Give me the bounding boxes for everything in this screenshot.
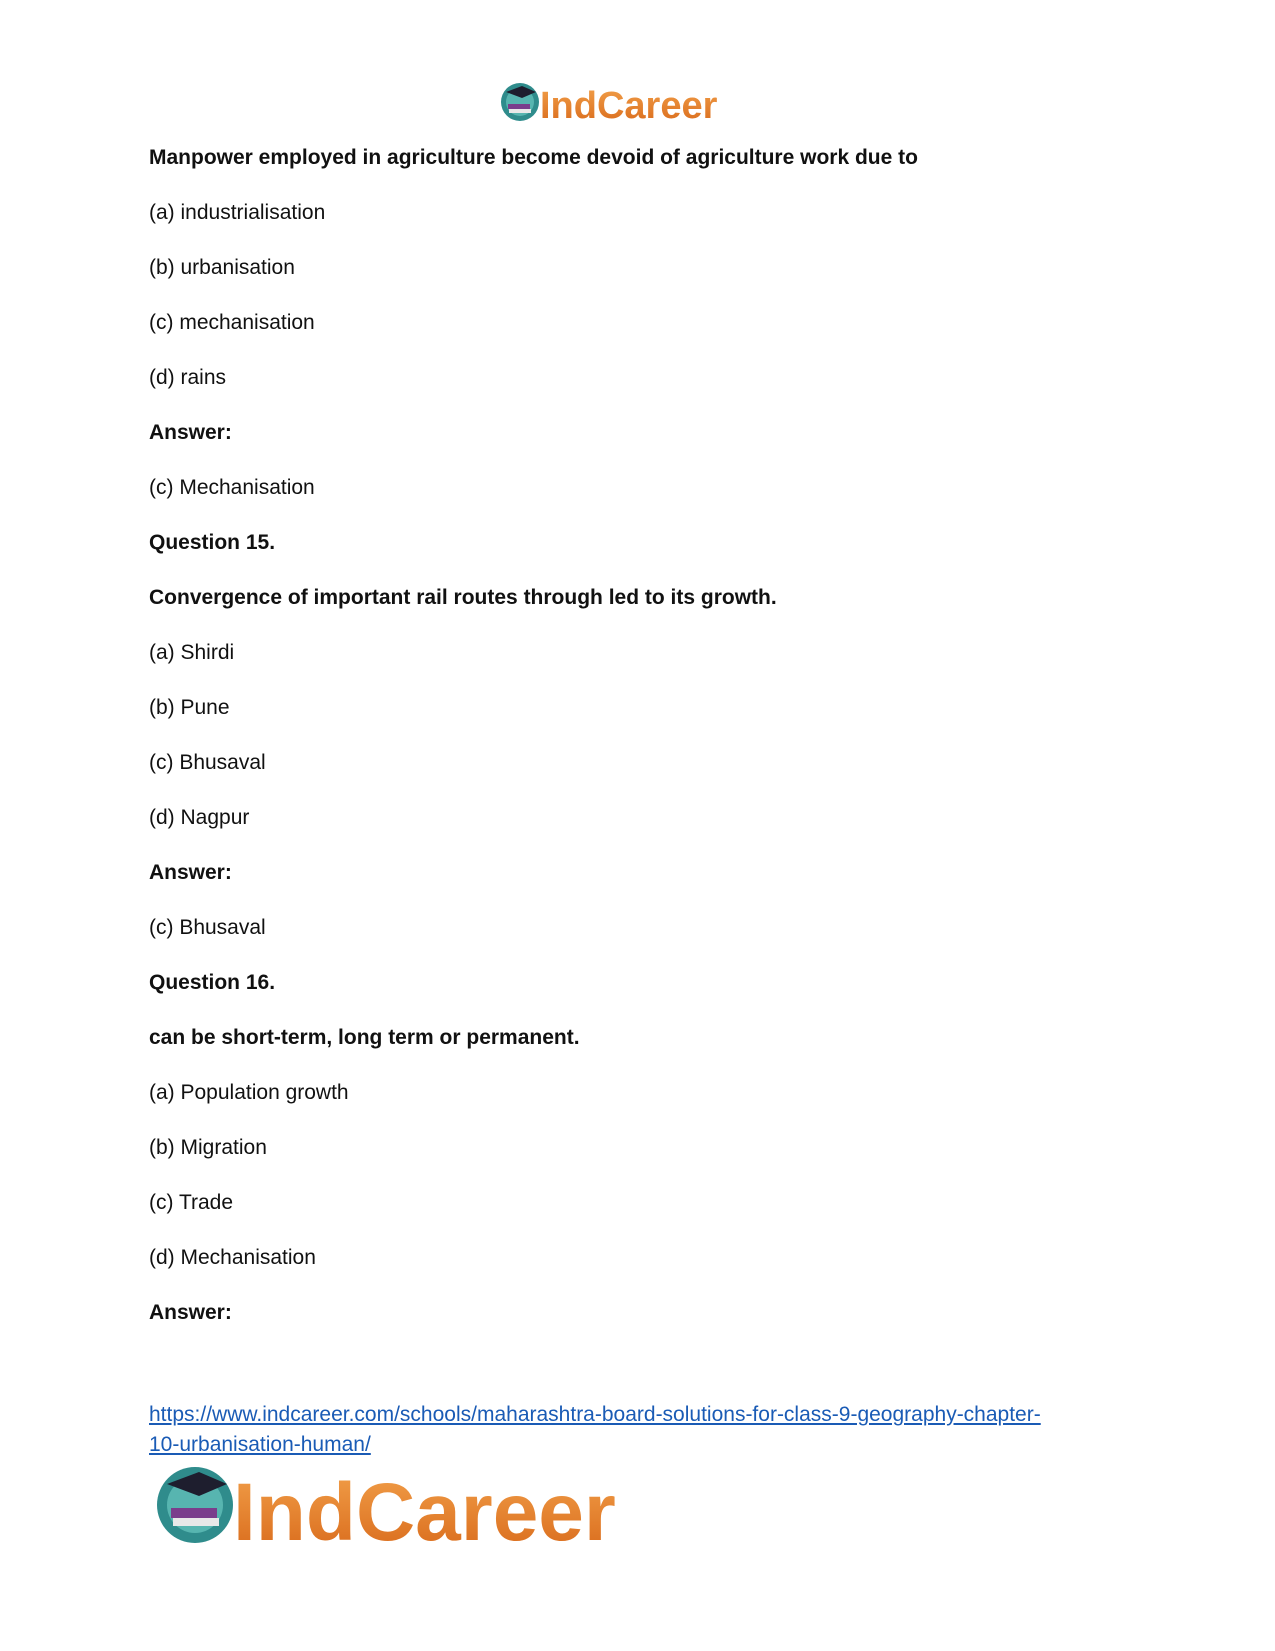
option-text-line: (c) Bhusaval [149,751,266,774]
indcareer-logo [500,80,780,130]
option-text-line: (d) Mechanisation [149,1246,316,1269]
source-url-line-1: https://www.indcareer.com/schools/maharashtra-board-solutions-for-class-9-geography-chapter- [149,1403,1041,1426]
indcareer-logo-large [155,1460,715,1560]
option-text-line: (c) Bhusaval [149,916,266,939]
question-text-line: Manpower employed in agriculture become devoid of agriculture work due to [149,146,918,169]
source-url-line-2: 10-urbanisation-human/ [149,1433,371,1456]
source-url-link[interactable] [149,1400,1149,1460]
option-text-line: (c) Trade [149,1191,234,1214]
option-text-line: (a) Population growth [149,1081,349,1104]
question-text-line: Answer: [149,1301,232,1324]
footer-logo [155,1460,715,1560]
question-text-line: Convergence of important rail routes through led to its growth. [149,586,777,609]
graduation-cap-books-icon [157,1467,233,1543]
option-text-line: (a) industrialisation [149,201,326,224]
svg-text:IndCareer: IndCareer [233,1467,616,1558]
option-text-line: (d) rains [149,366,227,389]
option-text-line: (d) Nagpur [149,806,250,829]
question-text-line: Answer: [149,421,232,444]
document-body [149,145,1129,1355]
question-text-line: Question 16. [149,971,276,994]
option-text-line: (b) Migration [149,1136,267,1159]
option-text-line: (c) mechanisation [149,311,315,334]
svg-text:IndCareer: IndCareer [540,85,718,127]
option-text-line: (b) Pune [149,696,230,719]
option-text-line: (c) Mechanisation [149,476,315,499]
option-text-line: (b) urbanisation [149,256,295,279]
question-text-line: can be short-term, long term or permanent. [149,1026,580,1049]
header-logo [500,80,780,130]
graduation-cap-books-icon [501,83,539,121]
question-text-line: Answer: [149,861,232,884]
question-text-line: Question 15. [149,531,276,554]
option-text-line: (a) Shirdi [149,641,235,664]
